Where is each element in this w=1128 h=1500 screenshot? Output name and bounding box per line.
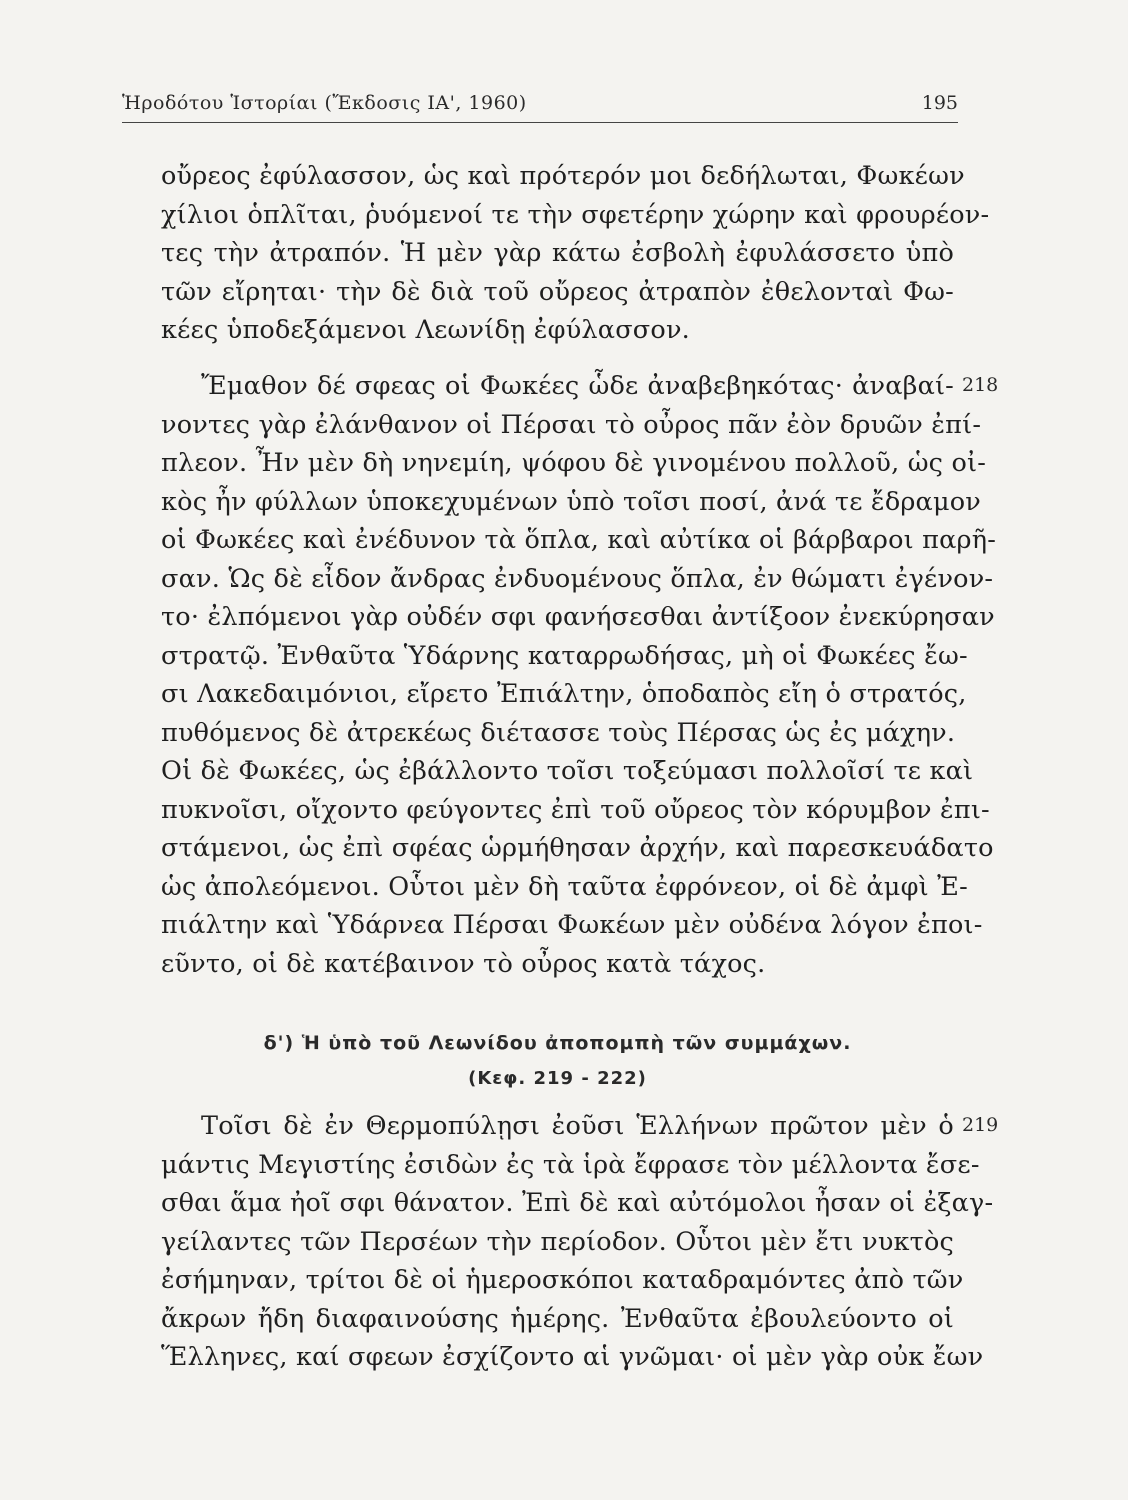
page-number: 195 [921,92,958,114]
text-line: σαν. Ὡς δὲ εἶδον ἄνδρας ἐνδυομένους ὅπλα, ἐν θώματι ἐγένον- [161,563,994,594]
text-line: ἐσήμηναν, τρίτοι δὲ οἱ ἡμεροσκόποι καταδραμόντες ἀπὸ τῶν [161,1265,964,1295]
text-line: γείλαντες τῶν Περσέων τὴν περίοδον. Οὗτοι μὲν ἔτι νυκτὸς [161,1226,954,1257]
margin-chapter-number: 218 [962,374,999,396]
text-line: στάμενοι, ὡς ἐπὶ σφέας ὡρμήθησαν ἀρχήν, καὶ παρεσκευάδατο [161,833,994,863]
text-line: χίλιοι ὁπλῖται, ῥυόμενοί τε τὴν σφετέρην χώρην καὶ φρουρέον- [161,199,990,230]
text-line: ὡς ἀπολεόμενοι. Οὗτοι μὲν δὴ ταῦτα ἐφρόνεον, οἱ δὲ ἀμφὶ Ἐ- [161,871,968,902]
text-line: πυκνοῖσι, οἴχοντο φεύγοντες ἐπὶ τοῦ οὔρεος τὸν κόρυμβον ἐπι- [161,794,990,825]
text-line: πλεον. Ἦν μὲν δὴ νηνεμίη, ψόφου δὲ γινομένου πολλοῦ, ὡς οἰ- [161,448,987,478]
text-line: οὔρεος ἐφύλασσον, ὡς καὶ πρότερόν μοι δεδήλωται, Φωκέων [161,161,965,191]
running-title: Ἡροδότου Ἱστορίαι (Ἔκδοσις ΙΑ', 1960) [122,92,527,114]
text-line: Ἔμαθον δέ σφεας οἱ Φωκέες ὧδε ἀναβεβηκότας· ἀναβαί- [201,371,954,401]
text-line: κέες ὑποδεξάμενοι Λεωνίδῃ ἐφύλασσον. [161,315,690,345]
text-line: τῶν εἴρηται· τὴν δὲ διὰ τοῦ οὔρεος ἀτραπὸν ἐθελονταὶ Φω- [161,276,954,307]
text-line: σθαι ἅμα ἠοῖ σφι θάνατον. Ἐπὶ δὲ καὶ αὐτόμολοι ἦσαν οἱ ἐξαγ- [161,1188,994,1218]
section-chapter-range: (Κεφ. 219 - 222) [468,1068,647,1089]
text-line: το· ἐλπόμενοι γὰρ οὐδέν σφι φανήσεσθαι ἀντίξοον ἐνεκύρησαν [161,602,995,632]
text-line: Τοῖσι δὲ ἐν Θερμοπύλῃσι ἐοῦσι Ἑλλήνων πρῶτον μὲν ὁ [201,1111,954,1141]
paragraph-continuation [161,157,990,350]
text-line: σι Λακεδαιμόνιοι, εἴρετο Ἐπιάλτην, ὁποδαπὸς εἴη ὁ στρατός, [161,679,967,709]
text-line: οἱ Φωκέες καὶ ἐνέδυνον τὰ ὅπλα, καὶ αὐτίκα οἱ βάρβαροι παρῆ- [161,525,997,555]
margin-chapter-number: 219 [962,1114,999,1136]
text-line: νοντες γὰρ ἐλάνθανον οἱ Πέρσαι τὸ οὖρος πᾶν ἐὸν δρυῶν ἐπί- [161,409,982,440]
section-heading: δ') Ἡ ὑπὸ τοῦ Λεωνίδου ἀποπομπὴ τῶν συμμάχων. [263,1032,852,1054]
running-head [122,88,958,123]
text-line: στρατῷ. Ἐνθαῦτα Ὑδάρνης καταρρωδήσας, μὴ οἱ Φωκέες ἔω- [161,640,968,671]
text-line: Ἕλληνες, καί σφεων ἐσχίζοντο αἱ γνῶμαι· οἱ μὲν γὰρ οὐκ ἔων [161,1342,984,1372]
text-line: μάντις Μεγιστίης ἐσιδὼν ἐς τὰ ἱρὰ ἔφρασε τὸν μέλλοντα ἔσε- [161,1149,980,1180]
text-line: Οἱ δὲ Φωκέες, ὡς ἐβάλλοντο τοῖσι τοξεύμασι πολλοῖσί τε καὶ [161,756,974,786]
text-line: τες τὴν ἀτραπόν. Ἡ μὲν γὰρ κάτω ἐσβολὴ ἐφυλάσσετο ὑπὸ [161,238,954,268]
text-line: πιάλτην καὶ Ὑδάρνεα Πέρσαι Φωκέων μὲν οὐδένα λόγον ἐποι- [161,910,983,940]
text-line: εῦντο, οἱ δὲ κατέβαινον τὸ οὖρος κατὰ τάχος. [161,948,766,979]
text-line: πυθόμενος δὲ ἀτρεκέως διέτασσε τοὺς Πέρσας ὡς ἐς μάχην. [161,717,956,748]
text-line: κὸς ἦν φύλλων ὑποκεχυμένων ὑπὸ τοῖσι ποσί, ἀνά τε ἔδραμον [161,486,982,517]
text-line: ἄκρων ἤδη διαφαινούσης ἡμέρης. Ἐνθαῦτα ἐβουλεύοντο οἱ [161,1303,954,1334]
